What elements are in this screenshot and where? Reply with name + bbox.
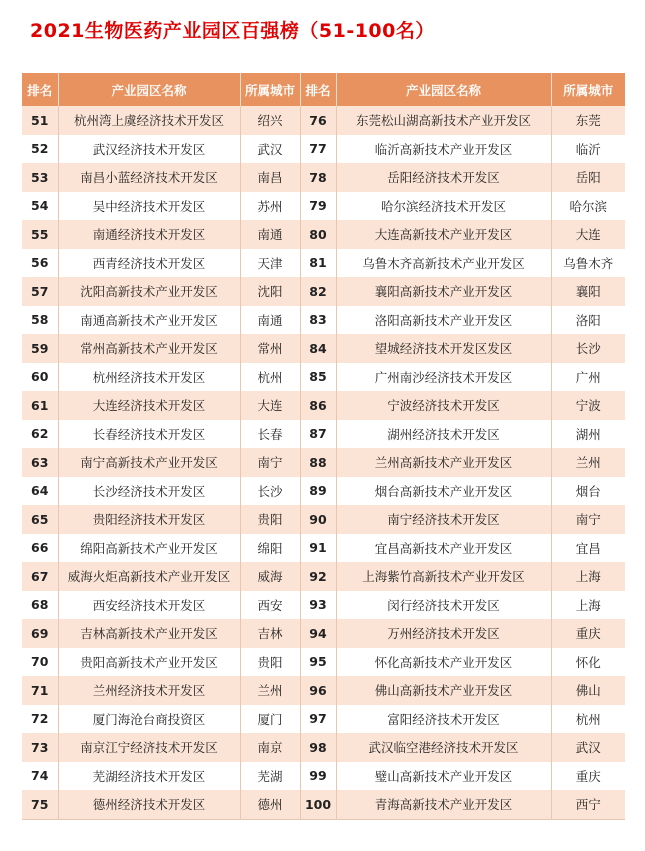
city-cell: 武汉 xyxy=(551,733,625,762)
city-cell: 西安 xyxy=(240,591,300,620)
city-cell: 东莞 xyxy=(551,106,625,135)
city-cell: 重庆 xyxy=(551,619,625,648)
park-name-cell: 临沂高新技术产业开发区 xyxy=(336,135,551,164)
city-cell: 哈尔滨 xyxy=(551,192,625,221)
rank-cell: 70 xyxy=(22,648,58,677)
park-name-cell: 哈尔滨经济技术开发区 xyxy=(336,192,551,221)
city-cell: 兰州 xyxy=(551,448,625,477)
city-cell: 大连 xyxy=(240,391,300,420)
table-row xyxy=(22,534,625,563)
rank-cell: 76 xyxy=(300,106,336,135)
park-name-cell: 南宁高新技术产业开发区 xyxy=(58,448,240,477)
table-row xyxy=(22,505,625,534)
ranking-table xyxy=(22,73,625,820)
city-cell: 德州 xyxy=(240,790,300,819)
rank-cell: 56 xyxy=(22,249,58,278)
park-name-cell: 怀化高新技术产业开发区 xyxy=(336,648,551,677)
park-name-cell: 芜湖经济技术开发区 xyxy=(58,762,240,791)
park-name-cell: 杭州湾上虞经济技术开发区 xyxy=(58,106,240,135)
rank-cell: 65 xyxy=(22,505,58,534)
rank-cell: 88 xyxy=(300,448,336,477)
rank-cell: 91 xyxy=(300,534,336,563)
park-name-cell: 吴中经济技术开发区 xyxy=(58,192,240,221)
park-name-cell: 大连经济技术开发区 xyxy=(58,391,240,420)
rank-cell: 68 xyxy=(22,591,58,620)
table-row xyxy=(22,334,625,363)
rank-cell: 52 xyxy=(22,135,58,164)
table-row xyxy=(22,391,625,420)
table-row xyxy=(22,790,625,819)
rank-cell: 62 xyxy=(22,420,58,449)
city-cell: 岳阳 xyxy=(551,163,625,192)
park-name-cell: 闵行经济技术开发区 xyxy=(336,591,551,620)
city-cell: 贵阳 xyxy=(240,648,300,677)
rank-cell: 58 xyxy=(22,306,58,335)
rank-cell: 67 xyxy=(22,562,58,591)
park-name-cell: 乌鲁木齐高新技术产业开发区 xyxy=(336,249,551,278)
rank-cell: 75 xyxy=(22,790,58,819)
park-name-cell: 洛阳高新技术产业开发区 xyxy=(336,306,551,335)
city-cell: 洛阳 xyxy=(551,306,625,335)
rank-cell: 72 xyxy=(22,705,58,734)
park-name-cell: 佛山高新技术产业开发区 xyxy=(336,676,551,705)
park-name-cell: 宜昌高新技术产业开发区 xyxy=(336,534,551,563)
rank-cell: 92 xyxy=(300,562,336,591)
rank-cell: 97 xyxy=(300,705,336,734)
park-name-cell: 上海紫竹高新技术产业开发区 xyxy=(336,562,551,591)
rank-cell: 60 xyxy=(22,363,58,392)
park-name-cell: 杭州经济技术开发区 xyxy=(58,363,240,392)
city-cell: 佛山 xyxy=(551,676,625,705)
park-name-cell: 万州经济技术开发区 xyxy=(336,619,551,648)
rank-cell: 71 xyxy=(22,676,58,705)
rank-cell: 54 xyxy=(22,192,58,221)
table-body xyxy=(22,106,625,819)
park-name-cell: 兰州高新技术产业开发区 xyxy=(336,448,551,477)
park-name-cell: 兰州经济技术开发区 xyxy=(58,676,240,705)
rank-cell: 77 xyxy=(300,135,336,164)
city-cell: 襄阳 xyxy=(551,277,625,306)
rank-cell: 85 xyxy=(300,363,336,392)
rank-cell: 86 xyxy=(300,391,336,420)
park-name-cell: 德州经济技术开发区 xyxy=(58,790,240,819)
city-cell: 威海 xyxy=(240,562,300,591)
park-name-cell: 绵阳高新技术产业开发区 xyxy=(58,534,240,563)
rank-cell: 61 xyxy=(22,391,58,420)
city-cell: 绵阳 xyxy=(240,534,300,563)
rank-cell: 89 xyxy=(300,477,336,506)
city-cell: 湖州 xyxy=(551,420,625,449)
city-cell: 天津 xyxy=(240,249,300,278)
rank-cell: 55 xyxy=(22,220,58,249)
city-cell: 武汉 xyxy=(240,135,300,164)
rank-cell: 81 xyxy=(300,249,336,278)
table-row xyxy=(22,249,625,278)
table-row xyxy=(22,192,625,221)
table-row xyxy=(22,562,625,591)
park-name-cell: 大连高新技术产业开发区 xyxy=(336,220,551,249)
rank-cell: 74 xyxy=(22,762,58,791)
rank-cell: 66 xyxy=(22,534,58,563)
city-cell: 兰州 xyxy=(240,676,300,705)
rank-cell: 79 xyxy=(300,192,336,221)
park-name-cell: 广州南沙经济技术开发区 xyxy=(336,363,551,392)
rank-cell: 78 xyxy=(300,163,336,192)
park-name-cell: 襄阳高新技术产业开发区 xyxy=(336,277,551,306)
park-name-cell: 威海火炬高新技术产业开发区 xyxy=(58,562,240,591)
header-city-left: 所属城市 xyxy=(240,73,300,106)
city-cell: 长沙 xyxy=(551,334,625,363)
city-cell: 南宁 xyxy=(551,505,625,534)
city-cell: 烟台 xyxy=(551,477,625,506)
city-cell: 上海 xyxy=(551,562,625,591)
rank-cell: 80 xyxy=(300,220,336,249)
park-name-cell: 武汉经济技术开发区 xyxy=(58,135,240,164)
city-cell: 绍兴 xyxy=(240,106,300,135)
table-row xyxy=(22,676,625,705)
park-name-cell: 贵阳经济技术开发区 xyxy=(58,505,240,534)
city-cell: 南京 xyxy=(240,733,300,762)
park-name-cell: 西安经济技术开发区 xyxy=(58,591,240,620)
rank-cell: 96 xyxy=(300,676,336,705)
park-name-cell: 南通经济技术开发区 xyxy=(58,220,240,249)
city-cell: 重庆 xyxy=(551,762,625,791)
park-name-cell: 厦门海沧台商投资区 xyxy=(58,705,240,734)
city-cell: 常州 xyxy=(240,334,300,363)
city-cell: 长春 xyxy=(240,420,300,449)
table-row xyxy=(22,163,625,192)
park-name-cell: 南宁经济技术开发区 xyxy=(336,505,551,534)
table-row xyxy=(22,220,625,249)
rank-cell: 82 xyxy=(300,277,336,306)
table-row xyxy=(22,591,625,620)
header-park-right: 产业园区名称 xyxy=(336,73,551,106)
rank-cell: 64 xyxy=(22,477,58,506)
table-row xyxy=(22,420,625,449)
park-name-cell: 南昌小蓝经济技术开发区 xyxy=(58,163,240,192)
city-cell: 怀化 xyxy=(551,648,625,677)
park-name-cell: 西青经济技术开发区 xyxy=(58,249,240,278)
table-row xyxy=(22,363,625,392)
city-cell: 南通 xyxy=(240,306,300,335)
park-name-cell: 璧山高新技术产业开发区 xyxy=(336,762,551,791)
table-row xyxy=(22,106,625,135)
rank-cell: 57 xyxy=(22,277,58,306)
city-cell: 临沂 xyxy=(551,135,625,164)
rank-cell: 93 xyxy=(300,591,336,620)
city-cell: 芜湖 xyxy=(240,762,300,791)
city-cell: 杭州 xyxy=(240,363,300,392)
park-name-cell: 东莞松山湖高新技术产业开发区 xyxy=(336,106,551,135)
city-cell: 苏州 xyxy=(240,192,300,221)
park-name-cell: 烟台高新技术产业开发区 xyxy=(336,477,551,506)
park-name-cell: 长沙经济技术开发区 xyxy=(58,477,240,506)
city-cell: 南宁 xyxy=(240,448,300,477)
table-row xyxy=(22,733,625,762)
table-row xyxy=(22,277,625,306)
rank-cell: 87 xyxy=(300,420,336,449)
rank-cell: 84 xyxy=(300,334,336,363)
park-name-cell: 宁波经济技术开发区 xyxy=(336,391,551,420)
header-rank-right: 排名 xyxy=(300,73,336,106)
table-row xyxy=(22,648,625,677)
city-cell: 广州 xyxy=(551,363,625,392)
city-cell: 长沙 xyxy=(240,477,300,506)
park-name-cell: 沈阳高新技术产业开发区 xyxy=(58,277,240,306)
city-cell: 沈阳 xyxy=(240,277,300,306)
page-title: 2021生物医药产业园区百强榜（51-100名） xyxy=(30,20,435,42)
rank-cell: 69 xyxy=(22,619,58,648)
rank-cell: 98 xyxy=(300,733,336,762)
park-name-cell: 贵阳高新技术产业开发区 xyxy=(58,648,240,677)
park-name-cell: 长春经济技术开发区 xyxy=(58,420,240,449)
rank-cell: 99 xyxy=(300,762,336,791)
city-cell: 厦门 xyxy=(240,705,300,734)
city-cell: 贵阳 xyxy=(240,505,300,534)
park-name-cell: 青海高新技术产业开发区 xyxy=(336,790,551,819)
city-cell: 大连 xyxy=(551,220,625,249)
header-park-left: 产业园区名称 xyxy=(58,73,240,106)
table-row xyxy=(22,477,625,506)
city-cell: 宜昌 xyxy=(551,534,625,563)
rank-cell: 83 xyxy=(300,306,336,335)
rank-cell: 53 xyxy=(22,163,58,192)
city-cell: 乌鲁木齐 xyxy=(551,249,625,278)
park-name-cell: 南通高新技术产业开发区 xyxy=(58,306,240,335)
park-name-cell: 湖州经济技术开发区 xyxy=(336,420,551,449)
rank-cell: 73 xyxy=(22,733,58,762)
city-cell: 西宁 xyxy=(551,790,625,819)
table-row xyxy=(22,135,625,164)
park-name-cell: 望城经济技术开发区发区 xyxy=(336,334,551,363)
table-row xyxy=(22,306,625,335)
city-cell: 南昌 xyxy=(240,163,300,192)
rank-cell: 51 xyxy=(22,106,58,135)
city-cell: 吉林 xyxy=(240,619,300,648)
rank-cell: 63 xyxy=(22,448,58,477)
header-city-right: 所属城市 xyxy=(551,73,625,106)
park-name-cell: 岳阳经济技术开发区 xyxy=(336,163,551,192)
table-header-row xyxy=(22,73,625,106)
park-name-cell: 常州高新技术产业开发区 xyxy=(58,334,240,363)
table-row xyxy=(22,762,625,791)
city-cell: 杭州 xyxy=(551,705,625,734)
table-row xyxy=(22,705,625,734)
rank-cell: 94 xyxy=(300,619,336,648)
park-name-cell: 南京江宁经济技术开发区 xyxy=(58,733,240,762)
park-name-cell: 富阳经济技术开发区 xyxy=(336,705,551,734)
park-name-cell: 武汉临空港经济技术开发区 xyxy=(336,733,551,762)
city-cell: 宁波 xyxy=(551,391,625,420)
table-row xyxy=(22,619,625,648)
park-name-cell: 吉林高新技术产业开发区 xyxy=(58,619,240,648)
header-rank-left: 排名 xyxy=(22,73,58,106)
rank-cell: 95 xyxy=(300,648,336,677)
rank-cell: 90 xyxy=(300,505,336,534)
city-cell: 南通 xyxy=(240,220,300,249)
rank-cell: 59 xyxy=(22,334,58,363)
city-cell: 上海 xyxy=(551,591,625,620)
table-row xyxy=(22,448,625,477)
rank-cell: 100 xyxy=(300,790,336,819)
